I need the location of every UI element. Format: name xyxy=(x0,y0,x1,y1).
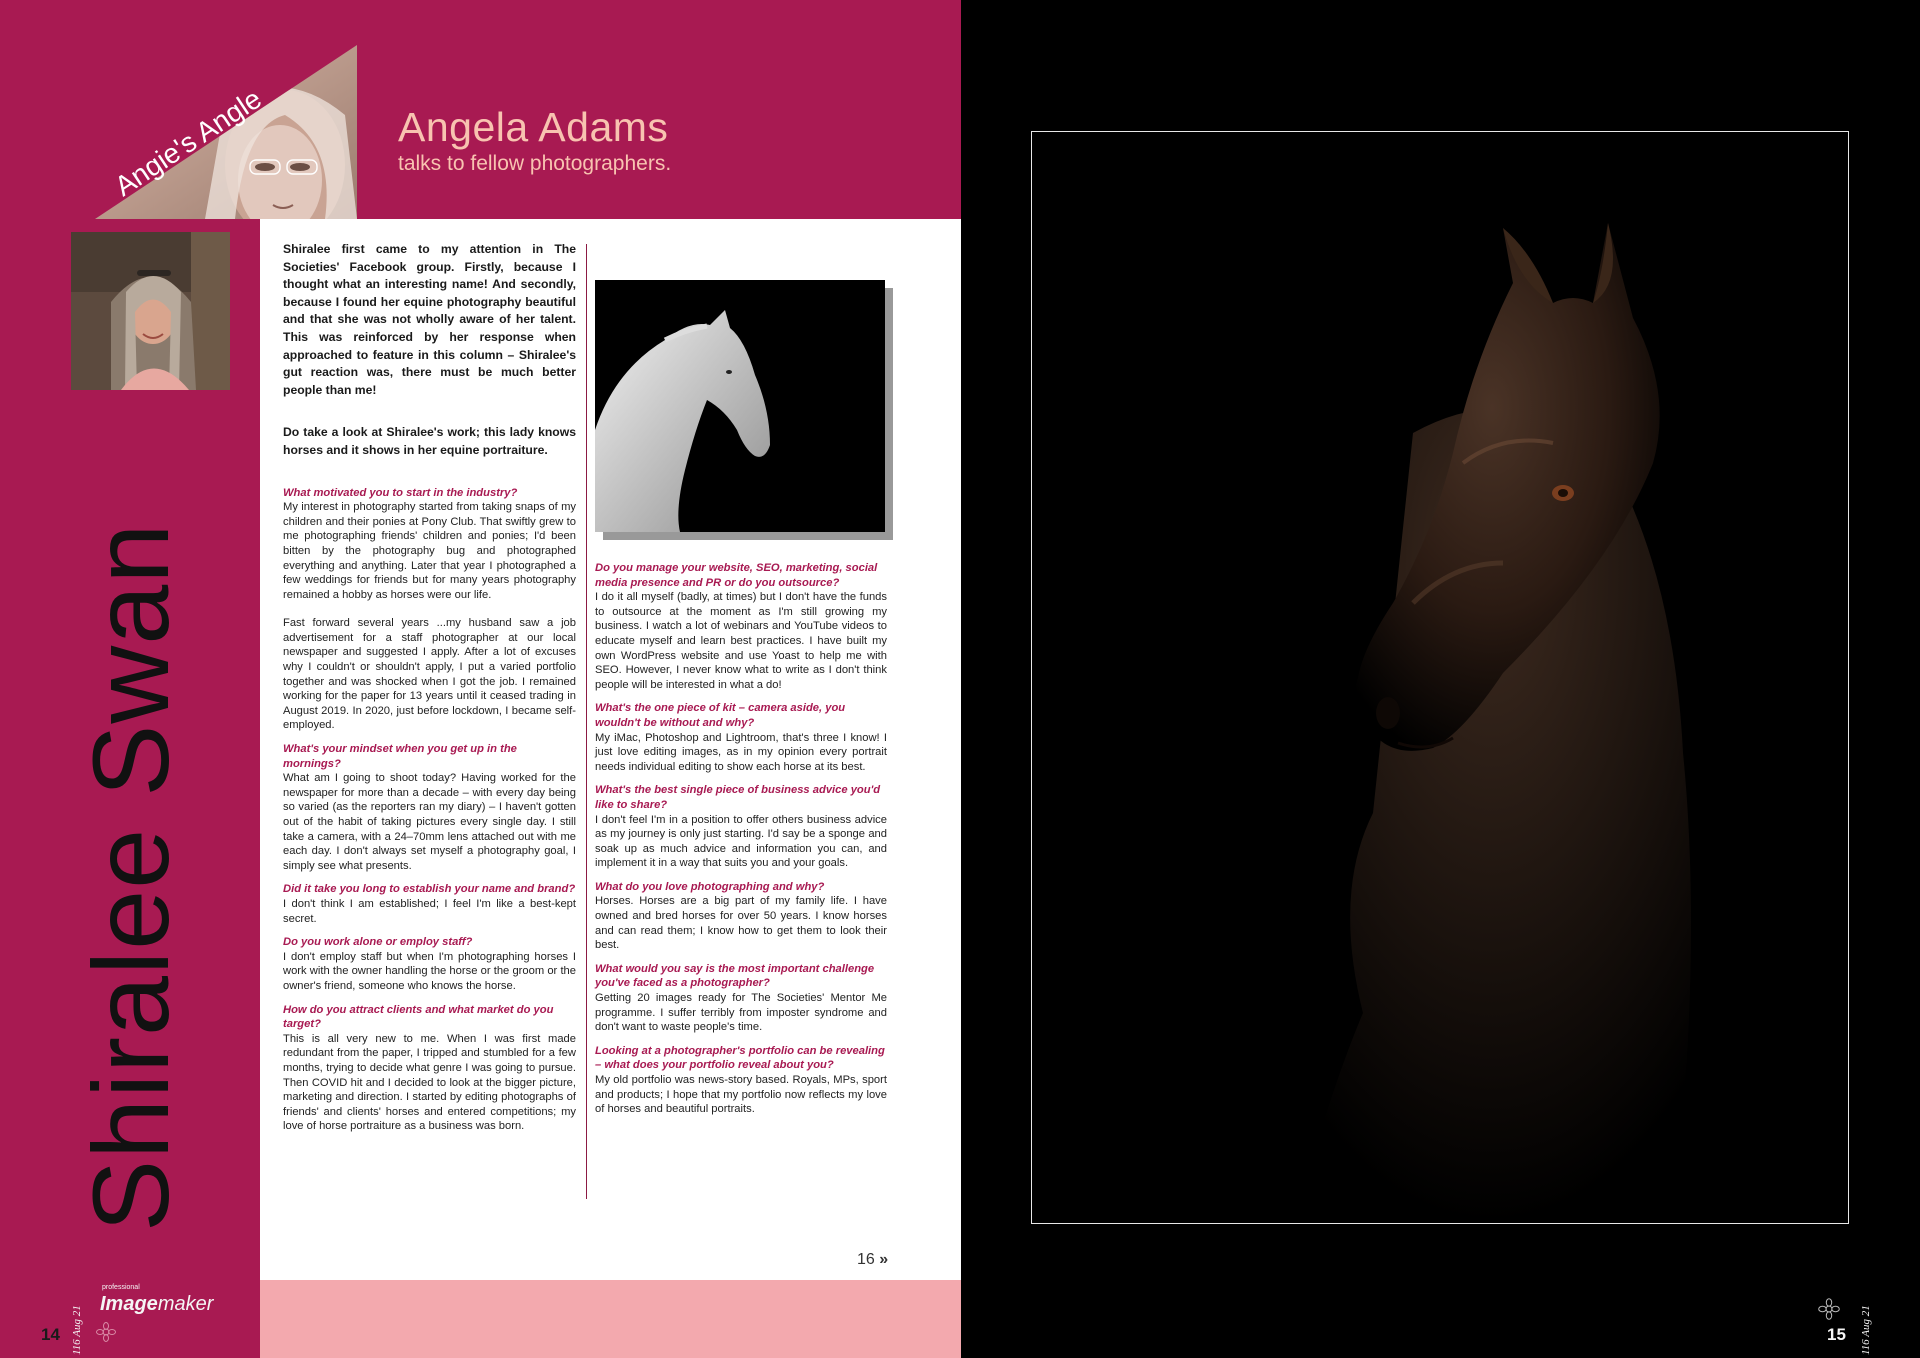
intro-paragraph: Shiralee first came to my attention in The Societies' Facebook group. Firstly, because I thought what an interesting name! And secondly, because I found her equine photography beautiful and that she was not wholly aware of her talent. This was reinforced by her response when approached to feature in this column – Shiralee's gut reaction was, there must be much better people than me! xyxy=(283,242,576,397)
bottom-band xyxy=(260,1280,961,1358)
question: Do you work alone or employ staff? xyxy=(283,936,473,949)
question: What would you say is the most important challenge you've faced as a photographer? xyxy=(595,962,875,990)
answer: My old portfolio was news-story based. Royals, MPs, sport and products; I hope that my portfolio now reflects my love of horses and beautiful portraits. xyxy=(595,1074,887,1116)
question: What's the one piece of kit – camera aside, you wouldn't be without and why? xyxy=(595,702,846,729)
brand-maker: maker xyxy=(157,1293,214,1315)
answer: I don't employ staff but when I'm photographing horses I work with the owner handling the horse or the groom or the owner's friend, someone who knows the horse. xyxy=(283,950,576,992)
brand-prefix: professional xyxy=(102,1284,140,1291)
continue-page-number: 16 xyxy=(857,1251,875,1268)
answer: I do it all myself (badly, at times) but I don't have the funds to outsource at the moment as I'm still growing my business. I watch a lot of webinars and YouTube videos to educate myself and learn best practices. I have built my own WordPress website and use Yoast to help me with SEO. However, I never know what to write as I don't think people will be interested in what a do! xyxy=(595,591,887,691)
question: Do you manage your website, SEO, marketing, social media presence and PR or do you outsource? xyxy=(595,562,878,589)
continued-on-page xyxy=(857,1251,888,1269)
qa-block xyxy=(283,1003,576,1134)
article-column-1 xyxy=(283,241,576,1134)
qa-block xyxy=(283,742,576,873)
question: What's the best single piece of business advice you'd like to share? xyxy=(595,784,881,811)
qa-block xyxy=(595,1044,887,1117)
ornament-icon xyxy=(1818,1298,1840,1320)
subject-name: Shiralee Swan xyxy=(70,522,191,1232)
svg-text:Angie's Angle: Angie's Angle xyxy=(109,82,267,202)
issue-label: 116 Aug 21 xyxy=(71,1305,83,1355)
right-page-number: 15 xyxy=(1827,1325,1846,1344)
answer: What am I going to shoot today? Having worked for the newspaper for more than a decade – with every day being so varied (as the reporters ran my diary) – I haven't gotten out of the habit of taking pictures every single day. I still take a camera, with a 24–70mm lens attached out with me each day. I don't always set myself a photography goal, I simply see what presents. xyxy=(283,772,576,872)
column-rule xyxy=(586,244,587,1199)
left-page-number: 14 xyxy=(41,1325,60,1344)
white-horse-photo xyxy=(595,280,893,540)
brand-image: Image xyxy=(100,1293,158,1315)
author-name: Angela Adams xyxy=(398,104,669,150)
article-column-2 xyxy=(595,561,887,1117)
answer: My iMac, Photoshop and Lightroom, that's three I know! I just love editing images, as in my opinion every portrait needs individual editing to show each horse at its best. xyxy=(595,731,887,773)
question: Did it take you long to establish your name and brand? xyxy=(283,883,576,896)
answer: My interest in photography started from taking snaps of my children and their ponies at Pony Club. That swiftly grew to me photographing friends' children and ponies; I'd been bitten by the photography bug and photographed everything and anything. Later that year I photographed a few weddings for friends but for many years photography remained a hobby as horses were our life. xyxy=(283,501,576,601)
qa-block xyxy=(595,962,887,1035)
qa-block xyxy=(595,561,887,692)
answer: Horses. Horses are a big part of my family life. I have owned and bred horses for over 50 years. I know horses and can read them; I know how to get them to look their best. xyxy=(595,895,887,952)
question: How do you attract clients and what market do you target? xyxy=(283,1003,554,1031)
answer: I don't feel I'm in a position to offer others business advice as my journey is only just starting. I'd say be a sponge and soak up as much advice and information you can, and implement it in a way that suits you and your goals. xyxy=(595,813,887,870)
answer: Fast forward several years ...my husband saw a job advertisement for a staff photographer at our local newspaper and suggested I apply. After a lot of excuses why I couldn't or shouldn't apply, I put a varied portfolio together and was shocked when I got the job. I remained working for the paper for 13 years until it ceased trading in August 2019. In 2020, just before lockdown, I became self-employed. xyxy=(283,617,576,732)
qa-block xyxy=(595,880,887,953)
question: What do you love photographing and why? xyxy=(595,880,825,893)
photo-frame xyxy=(1031,131,1849,1224)
answer: Getting 20 images ready for The Societies' Mentor Me programme. I suffer terribly from imposter syndrome and don't want to waste people's time. xyxy=(595,992,887,1034)
qa-block xyxy=(595,783,887,871)
qa-block xyxy=(595,701,887,774)
answer: I don't think I am established; I feel I'm like a best-kept secret. xyxy=(283,897,576,925)
ornament-icon xyxy=(96,1322,116,1342)
answer: This is all very new to me. When I was first made redundant from the paper, I tripped and stumbled for a few months, trying to decide what genre I was going to pursue. Then COVID hit and I decided to look at the bigger picture, marketing and direction. I started by editing photographs of friends' and clients' horses and entered competitions; my love of horse portraiture as a business was born. xyxy=(283,1032,576,1133)
subject-portrait xyxy=(71,232,230,390)
qa-block xyxy=(283,882,576,926)
qa-block xyxy=(283,935,576,993)
issue-label: 116 Aug 21 xyxy=(1860,1305,1872,1355)
column-title xyxy=(95,45,357,219)
intro-paragraph: Do take a look at Shiralee's work; this lady knows horses and it shows in her equine portraiture. xyxy=(283,425,576,457)
question: Looking at a photographer's portfolio can be revealing – what does your portfolio reveal about you? xyxy=(595,1044,885,1072)
question: What's your mindset when you get up in the mornings? xyxy=(283,743,517,770)
question: What motivated you to start in the industry? xyxy=(283,486,518,499)
magazine-logo xyxy=(100,1284,214,1316)
author-subtitle: talks to fellow photographers. xyxy=(398,152,672,175)
continue-arrow-icon: » xyxy=(879,1251,889,1268)
qa-block xyxy=(283,486,576,734)
